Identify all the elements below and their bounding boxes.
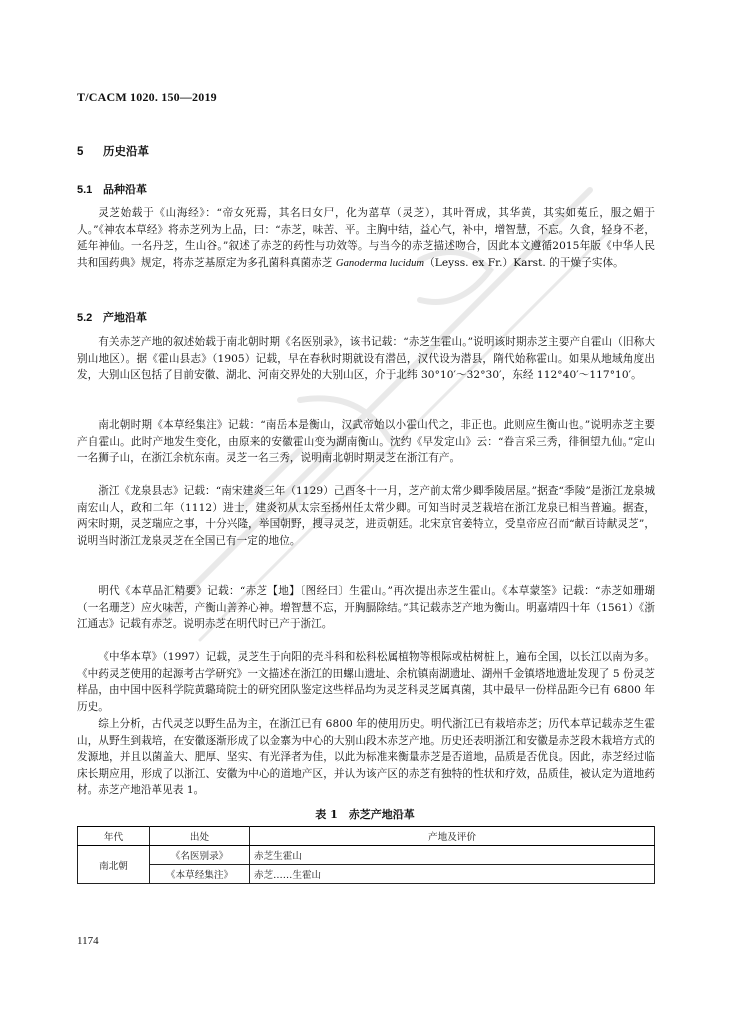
subsection-heading-5-1 xyxy=(77,181,147,197)
paragraph-text: 灵芝始载于《山海经》：“帝女死焉，其名曰女尸，化为䔄草（灵芝），其叶胥成，其华黄，其实如菟丘，服之媚于人。”《神农本草经》将赤芝列为上品，曰：“赤芝，味苦、平。主胸中结，益心气，补中，增智慧，不忘。久食，轻身不老，延年神仙。一名丹芝，生山谷。”叙述了赤芝的药性与功效等。与当今的赤芝描述吻合，因此本文遵循2015年版《中华人民共和国药典》规定，将赤芝基原定为多孔菌科真菌赤芝 xyxy=(77,207,655,269)
page-number: 1174 xyxy=(77,935,99,947)
table-row xyxy=(78,846,655,865)
paragraph-text-tail: （Leyss. ex Fr.）Karst. 的干燥子实体。 xyxy=(424,256,624,269)
table-row xyxy=(78,865,655,884)
paragraph-origin-5: 《中华本草》（1997）记载，灵芝生于向阳的壳斗科和松科松属植物等根际或枯树桩上，遍布全国，以长江以南为多。《中药灵芝使用的起源考古学研究》一文描述在浙江的田螺山遗址、余杭镇南湖遗址、湖州千金镇塔地遗址发现了 5 份灵芝样品，由中国中医科学院黄璐琦院士的研究团队鉴定这些样品均为灵芝科灵芝属真菌，其中最早一份样品距今已有 6800 年历史。 xyxy=(77,651,655,713)
origin-cell: 赤芝……生霍山 xyxy=(250,865,655,884)
paragraph-origin-4: 明代《本草品汇精要》记载：“赤芝【地】〔图经曰〕生霍山。”再次提出赤芝生霍山。《本草蒙筌》记载：“赤芝如珊瑚（一名珊芝）应火味苦，产衡山善养心神。增智慧不忘，开胸膈除结。”其记载赤芝产地为衡山。明嘉靖四十年（1561）《浙江通志》记载有赤芝。说明赤芝在明代时已产于浙江。 xyxy=(77,585,655,631)
document-code: T/CACM 1020. 150—2019 xyxy=(77,90,217,104)
subsection-heading-5-2 xyxy=(77,309,147,325)
latin-species-name: Ganoderma lucidum xyxy=(335,257,425,269)
column-header-era: 年代 xyxy=(78,827,150,846)
section-heading-5 xyxy=(77,143,149,159)
source-cell: 《名医别录》 xyxy=(150,846,250,865)
table-header-row xyxy=(78,827,655,846)
origin-history-table xyxy=(77,826,655,884)
subsection-number: 5.2 xyxy=(77,312,93,324)
paragraph-variety-history xyxy=(77,205,655,272)
column-header-source: 出处 xyxy=(150,827,250,846)
paragraph-origin-1: 有关赤芝产地的叙述始载于南北朝时期《名医别录》，该书记载：“赤芝生霍山。”说明该时期赤芝主要产自霍山（旧称大别山地区）。据《霍山县志》（1905）记载，早在春秋时期就设有潜邑，汉代设为潜县，隋代始称霍山。如果从地域角度出发，大别山区包括了目前安徽、湖北、河南交界处的大别山区，介于北纬 30°10′～32°30′，东经 112°40′～117°10′。 xyxy=(77,336,655,382)
subsection-title: 品种沿革 xyxy=(103,183,147,196)
source-cell: 《本草经集注》 xyxy=(150,865,250,884)
era-cell: 南北朝 xyxy=(78,846,150,884)
section-title: 历史沿革 xyxy=(103,144,149,158)
paragraph-origin-3: 浙江《龙泉县志》记载：“南宋建炎三年（1129）己酉冬十一月，芝产前太常少卿季陵居屋。”据查“季陵”是浙江龙泉城南宏山人，政和二年（1112）进士，建炎初从太宗至扬州任太常少卿。可知当时灵芝栽培在浙江龙泉已相当普遍。据查，两宋时期，灵芝瑞应之事，十分兴隆，举国朝野，搜寻灵芝，进贡朝廷。北宋京官姜特立，受皇帝应召而“献百诗献灵芝”，说明当时浙江龙泉灵芝在全国已有一定的地位。 xyxy=(77,485,655,547)
subsection-title: 产地沿革 xyxy=(103,311,147,324)
column-header-origin: 产地及评价 xyxy=(250,827,655,846)
table-title: 表 1 赤芝产地沿革 xyxy=(315,808,415,821)
paragraph-origin-2: 南北朝时期《本草经集注》记载：“南岳本是衡山，汉武帝始以小霍山代之，非正也。此则应生衡山也。”说明赤芝主要产自霍山。此时产地发生变化，由原来的安徽霍山变为湖南衡山。沈约《早发定山》云：“眷言采三秀，徘徊望九仙。”定山一名狮子山，在浙江余杭东南。灵芝一名三秀，说明南北朝时期灵芝在浙江有产。 xyxy=(77,419,655,465)
paragraph-summary: 综上分析，古代灵芝以野生品为主，在浙江已有 6800 年的使用历史。明代浙江已有栽培赤芝；历代本草记载赤芝生霍山，从野生到栽培，在安徽逐渐形成了以金寨为中心的大别山段木赤芝产地。历史还表明浙江和安徽是赤芝段木栽培方式的发源地，并且以菌盖大、肥厚、坚实、有光泽者为佳，以此为标准来衡量赤芝是否道地，品质是否优良。因此，赤芝经过临床长期应用，形成了以浙江、安徽为中心的道地产区，并认为该产区的赤芝有独特的性状和疗效，品质佳，被认定为道地药材。赤芝产地沿革见表 1。 xyxy=(77,718,655,797)
section-number: 5 xyxy=(77,146,84,158)
subsection-number: 5.1 xyxy=(77,184,93,196)
origin-cell: 赤芝生霍山 xyxy=(250,846,655,865)
